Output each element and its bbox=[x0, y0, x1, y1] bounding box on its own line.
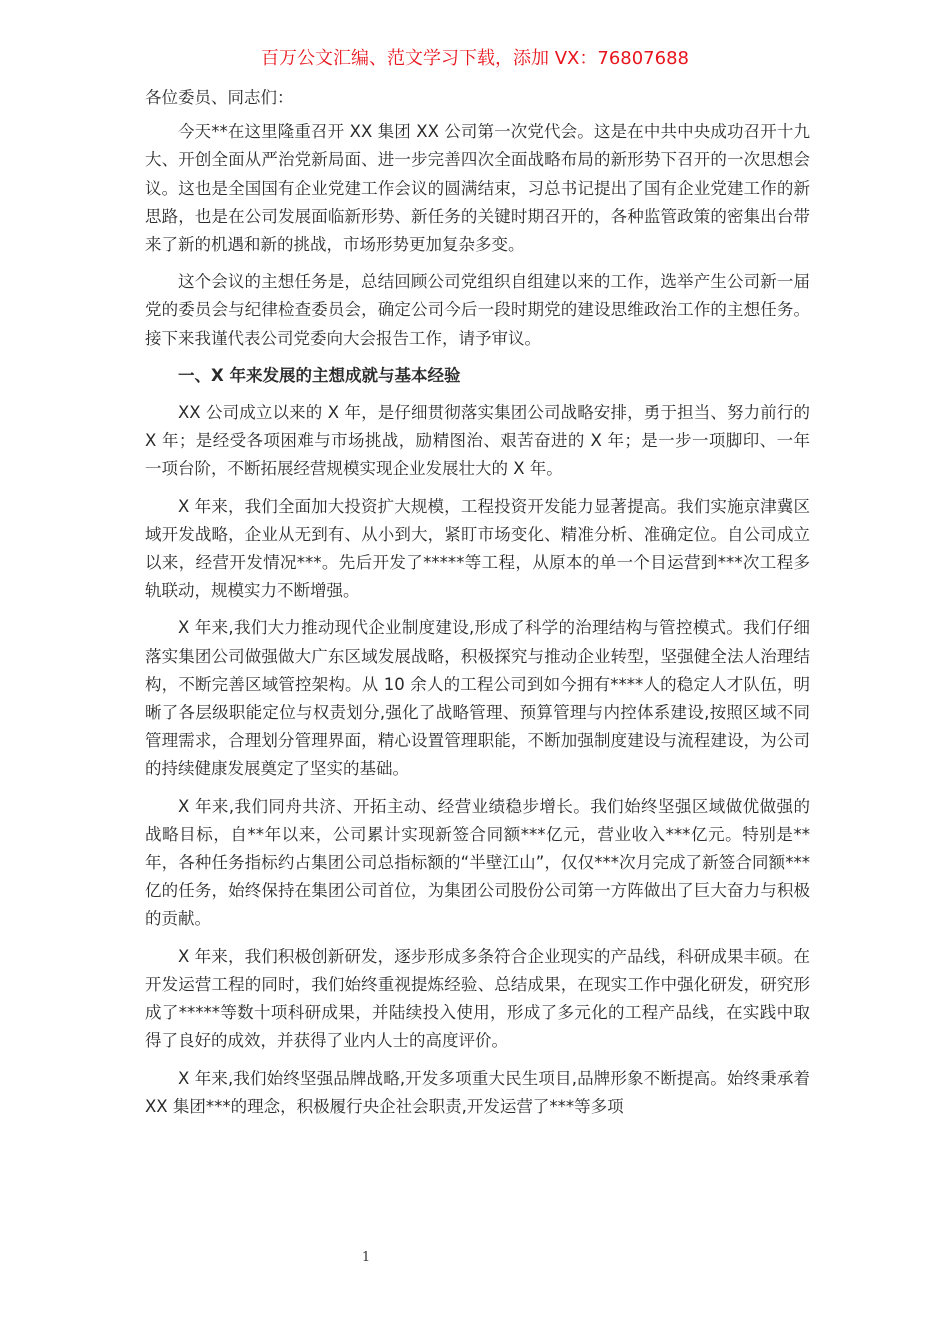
page-number: 1 bbox=[361, 1250, 371, 1265]
document-body bbox=[145, 84, 810, 1130]
paragraph-section-1-5: X 年来，我们积极创新研发，逐步形成多条符合企业现实的产品线，科研成果丰硕。在开发运营工程的同时，我们始终重视提炼经验、总结成果，在现实工作中强化研发，研究形成了*****等数十项科研成果，并陆续投入使用，形成了多元化的工程产品线，在实践中取得了良好的成效，并获得了业内人士的高度评价。 bbox=[145, 946, 810, 1051]
paragraph-intro-1: 今天**在这里隆重召开 XX 集团 XX 公司第一次党代会。这是在中共中央成功召开十九大、开创全面从严治党新局面、进一步完善四次全面战略布局的新形势下召开的一次思想会议。这也是全国国有企业党建工作会议的圆满结束，习总书记提出了国有企业党建工作的新思路，也是在公司发展面临新形势、新任务的关键时期召开的，各种监管政策的密集出台带来了新的机遇和新的挑战，市场形势更加复杂多变。 bbox=[145, 122, 810, 255]
paragraph-intro-2: 这个会议的主想任务是，总结回顾公司党组织自组建以来的工作，选举产生公司新一届党的委员会与纪律检查委员会，确定公司今后一段时期党的建设思维政治工作的主想任务。接下来我谨代表公司党委向大会报告工作，请予审议。 bbox=[145, 272, 810, 348]
paragraph-section-1-6: X 年来,我们始终坚强品牌战略,开发多项重大民生项目,品牌形象不断提高。始终秉承着 XX 集团***的理念，积极履行央企社会职责,开发运营了***等多项 bbox=[145, 1068, 810, 1116]
paragraph-section-1-1: XX 公司成立以来的 X 年，是仔细贯彻落实集团公司战略安排，勇于担当、努力前行的 X 年；是经受各项困难与市场挑战，励精图治、艰苦奋进的 X 年；是一步一项脚印、一年一项台阶，不断拓展经营规模实现企业发展壮大的 X 年。 bbox=[145, 403, 810, 479]
paragraph-section-1-4: X 年来,我们同舟共济、开拓主动、经营业绩稳步增长。我们始终坚强区域做优做强的战略目标，自**年以来，公司累计实现新签合同额***亿元，营业收入***亿元。特别是**年，各种任务指标约占集团公司总指标额的“半壁江山”，仅仅***次月完成了新签合同额***亿的任务，始终保持在集团公司首位，为集团公司股份公司第一方阵做出了巨大奋力与积极的贡献。 bbox=[145, 796, 810, 929]
paragraph-section-1-3: X 年来,我们大力推动现代企业制度建设,形成了科学的治理结构与管控模式。我们仔细落实集团公司做强做大广东区域发展战略，积极探究与推动企业转型，坚强健全法人治理结构，不断完善区域管控架构。从 10 余人的工程公司到如今拥有****人的稳定人才队伍，明晰了各层级职能定位与权责划分,强化了战略管理、预算管理与内控体系建设,按照区域不同管理需求，合理划分管理界面，精心设置管理职能，不断加强制度建设与流程建设，为公司的持续健康发展奠定了坚实的基础。 bbox=[145, 618, 810, 779]
salutation: 各位委员、同志们： bbox=[145, 88, 294, 107]
watermark-banner: 百万公文汇编、范文学习下载，添加 VX：76807688 bbox=[261, 48, 689, 69]
section-heading-1: 一、X 年来发展的主想成就与基本经验 bbox=[178, 365, 461, 385]
paragraph-section-1-2: X 年来，我们全面加大投资扩大规模，工程投资开发能力显著提高。我们实施京津冀区域开发战略，企业从无到有、从小到大，紧盯市场变化、精准分析、准确定位。自公司成立以来，经营开发情况***。先后开发了*****等工程，从原本的单一个目运营到***次工程多轨联动，规模实力不断增强。 bbox=[145, 496, 810, 601]
